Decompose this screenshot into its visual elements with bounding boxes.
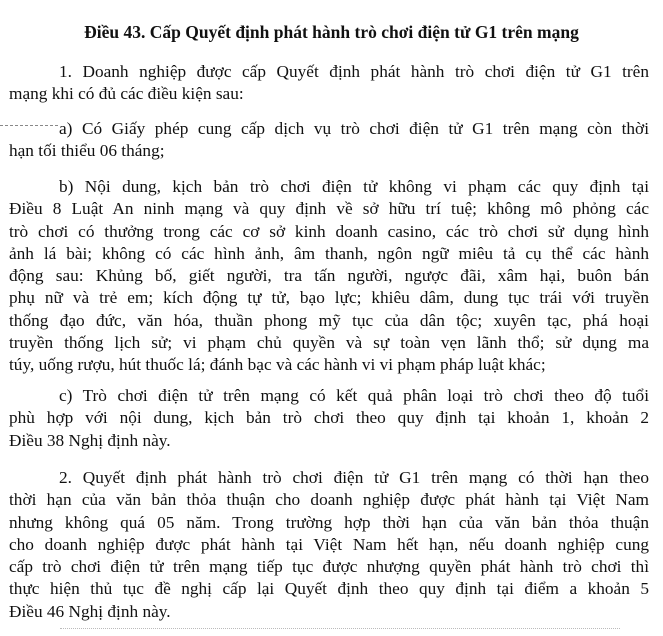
scan-artifact-dots bbox=[60, 628, 620, 631]
paragraph-line: 1. Doanh nghiệp được cấp Quyết định phát hành trò chơi điện tử G1 trên bbox=[59, 62, 649, 81]
paragraph-line: thời hạn của văn bản thỏa thuận cho doanh nghiệp được phát hành tại Việt Nam bbox=[9, 490, 649, 510]
paragraph-line: 2. Quyết định phát hành trò chơi điện tử G1 trên mạng có thời hạn theo bbox=[59, 468, 649, 487]
paragraph-line: Điều 38 Nghị định này. bbox=[9, 430, 171, 450]
paragraph-1a bbox=[9, 118, 649, 163]
paragraph-line: Điều 8 Luật An ninh mạng và quy định về sở hữu trí tuệ; không mô phỏng các bbox=[9, 199, 649, 219]
article-title: Điều 43. Cấp Quyết định phát hành trò chơi điện tử G1 trên mạng bbox=[84, 22, 579, 42]
paragraph-line: phù hợp với nội dung, kịch bản trò chơi theo quy định tại khoản 1, khoản 2 bbox=[9, 408, 649, 428]
paragraph-line: phụ nữ và trẻ em; kích động tự tử, bạo lực; khiêu dâm, dung tục trái với truyền bbox=[9, 288, 649, 308]
paragraph-line: cấp trò chơi điện tử trên mạng tiếp tục được nhượng quyền phát hành trò chơi thì bbox=[9, 557, 649, 577]
paragraph-line: b) Nội dung, kịch bản trò chơi điện tử không vi phạm các quy định tại bbox=[59, 177, 649, 196]
paragraph-line: túy, uống rượu, hút thuốc lá; đánh bạc và các hành vi vi phạm pháp luật khác; bbox=[9, 355, 546, 375]
paragraph-line: ảnh lá bài; không có các hình ảnh, âm thanh, ngôn ngữ miêu tả cụ thể các hành bbox=[9, 243, 649, 263]
paragraph-line: trò chơi có thưởng trong các cơ sở kinh doanh casino, các trò chơi sử dụng hình bbox=[9, 221, 649, 241]
paragraph-2 bbox=[9, 467, 649, 623]
paragraph-1 bbox=[9, 61, 649, 106]
paragraph-1c bbox=[9, 385, 649, 452]
paragraph-line: thống đạo đức, văn hóa, thuần phong mỹ tục của dân tộc; xuyên tạc, phá hoại bbox=[9, 310, 649, 330]
paragraph-line: nhưng không quá 05 năm. Trong trường hợp thời hạn của văn bản thỏa thuận bbox=[9, 512, 649, 532]
paragraph-line: hạn tối thiểu 06 tháng; bbox=[9, 141, 165, 161]
paragraph-line: truyền thống lịch sử; vi phạm chủ quyền và sự toàn vẹn lãnh thổ; sử dụng ma bbox=[9, 333, 649, 353]
paragraph-line: c) Trò chơi điện tử trên mạng có kết quả phân loại trò chơi theo độ tuổi bbox=[59, 386, 649, 405]
paragraph-line: cho doanh nghiệp được phát hành tại Việt Nam hết hạn, nếu doanh nghiệp cung bbox=[9, 534, 649, 554]
paragraph-1b bbox=[9, 176, 649, 377]
paragraph-line: thực hiện thủ tục đề nghị cấp lại Quyết định theo quy định tại điểm a khoản 5 bbox=[9, 579, 649, 599]
paragraph-line: động sau: Khủng bố, giết người, tra tấn người, ngược đãi, xâm hại, buôn bán bbox=[9, 266, 649, 286]
paragraph-line: a) Có Giấy phép cung cấp dịch vụ trò chơi điện tử G1 trên mạng còn thời bbox=[59, 119, 649, 138]
paragraph-line: Điều 46 Nghị định này. bbox=[9, 601, 171, 621]
paragraph-line: mạng khi có đủ các điều kiện sau: bbox=[9, 84, 244, 104]
